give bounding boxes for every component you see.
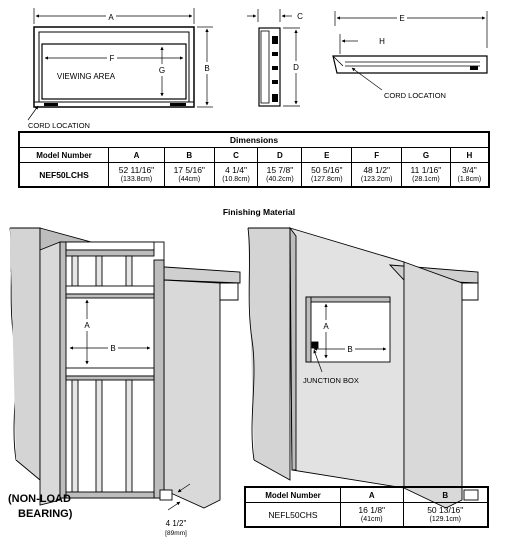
value-cell-h xyxy=(450,163,489,188)
value-main: 15 7/8" xyxy=(266,165,294,175)
framing-dimensions-table xyxy=(244,486,489,528)
frame-label-b: B xyxy=(110,344,116,353)
junction-box-label: JUNCTION BOX xyxy=(303,376,359,385)
label-d: D xyxy=(293,63,299,72)
value-main: 3/4" xyxy=(461,165,477,175)
value-main: 11 1/16" xyxy=(410,165,442,175)
value-main: 48 1/2" xyxy=(363,165,390,175)
finished-wall-diagram xyxy=(248,228,478,508)
viewing-area-label: VIEWING AREA xyxy=(56,72,116,81)
value-cell-g xyxy=(402,163,451,188)
finished-label-a: A xyxy=(323,322,329,331)
header-g: G xyxy=(402,148,451,163)
value-metric: (123.2cm) xyxy=(360,176,393,183)
table-row xyxy=(19,163,489,188)
dimensions-table xyxy=(18,131,490,188)
non-load-bearing-line1: (NON-LOAD xyxy=(8,493,71,505)
depth-dimension-metric: [89mm] xyxy=(165,530,187,537)
value-cell-a xyxy=(109,163,165,188)
framing-model-number-cell: NEFL50CHS xyxy=(245,503,341,528)
framing-value-cell-b xyxy=(403,503,488,528)
top-view-diagram xyxy=(333,11,487,100)
header-f: F xyxy=(352,148,402,163)
header-d: D xyxy=(258,148,302,163)
value-main: 17 5/16" xyxy=(173,165,205,175)
value-metric: (133.8cm) xyxy=(120,176,153,183)
label-g: G xyxy=(158,66,166,75)
top-dimension-diagrams xyxy=(0,0,518,130)
value-metric: (41cm) xyxy=(360,516,383,523)
non-load-bearing-line2: BEARING) xyxy=(18,508,73,520)
value-metric: (10.8cm) xyxy=(222,176,250,183)
framing-header-model-number: Model Number xyxy=(245,487,341,503)
finishing-material-title: Finishing Material xyxy=(222,207,296,217)
framing-value-cell-a xyxy=(341,503,404,528)
model-number-cell: NEF50LCHS xyxy=(19,163,109,188)
label-c: C xyxy=(297,12,303,21)
cord-location-left-label: CORD LOCATION xyxy=(28,121,90,130)
header-model-number: Model Number xyxy=(19,148,109,163)
value-main: 52 11/16" xyxy=(118,165,155,175)
header-b: B xyxy=(164,148,214,163)
value-main: 50 13/16" xyxy=(427,505,464,515)
value-metric: (40.2cm) xyxy=(266,176,294,183)
value-cell-d xyxy=(258,163,302,188)
label-a: A xyxy=(108,13,114,22)
dimensions-table-title: Dimensions xyxy=(19,132,489,148)
table-row xyxy=(245,503,488,528)
label-h: H xyxy=(379,37,385,46)
value-metric: (28.1cm) xyxy=(412,176,440,183)
header-e: E xyxy=(302,148,352,163)
side-view-diagram xyxy=(247,9,303,106)
value-cell-e xyxy=(302,163,352,188)
depth-dimension-label: 4 1/2" xyxy=(165,519,187,528)
label-e: E xyxy=(399,14,405,23)
value-metric: (44cm) xyxy=(178,176,201,183)
value-main: 50 5/16" xyxy=(311,165,343,175)
value-cell-c xyxy=(214,163,258,188)
framing-header-a: A xyxy=(341,487,404,503)
header-a: A xyxy=(109,148,165,163)
header-h: H xyxy=(450,148,489,163)
value-cell-b xyxy=(164,163,214,188)
label-b: B xyxy=(204,64,210,73)
framing-header-b: B xyxy=(403,487,488,503)
value-metric: (1.8cm) xyxy=(457,176,482,183)
value-cell-f xyxy=(352,163,402,188)
value-metric: (129.1cm) xyxy=(429,516,461,523)
value-main: 16 1/8" xyxy=(358,505,386,515)
front-view-diagram xyxy=(28,8,213,130)
value-main: 4 1/4" xyxy=(225,165,247,175)
finished-label-b: B xyxy=(347,345,353,354)
frame-label-a: A xyxy=(84,321,90,330)
header-c: C xyxy=(214,148,258,163)
label-f: F xyxy=(109,54,115,63)
value-metric: (127.8cm) xyxy=(311,176,343,183)
framing-diagram xyxy=(10,228,240,508)
cord-location-right-label: CORD LOCATION xyxy=(384,91,446,100)
